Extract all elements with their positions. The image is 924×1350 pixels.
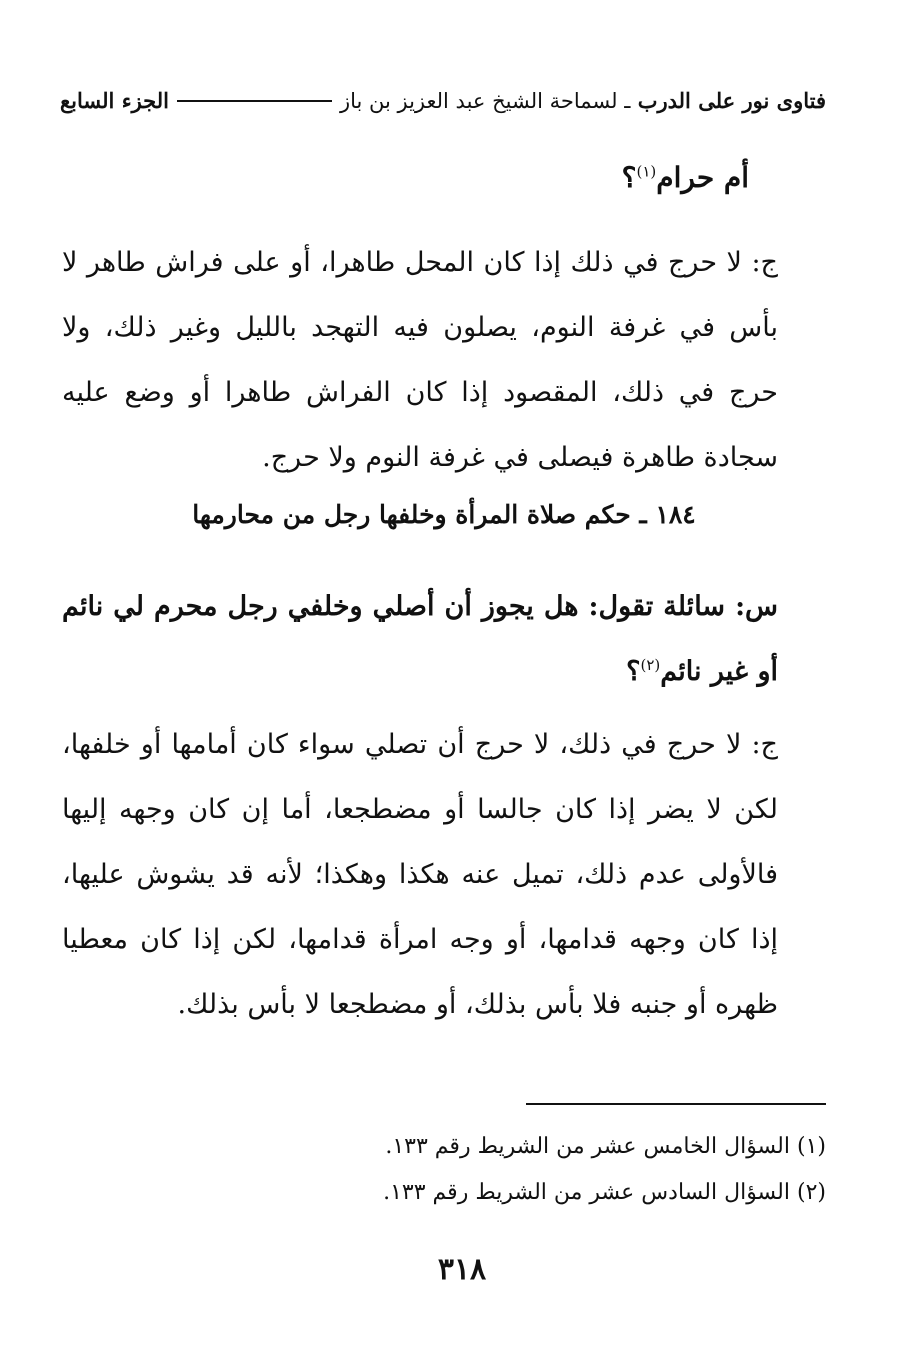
footnote-ref-1: (١)	[636, 162, 657, 181]
question-paragraph	[62, 574, 826, 704]
question-continuation	[622, 148, 749, 208]
question-text: س: سائلة تقول: هل يجوز أن أصلي وخلفي رجل محرم لي نائم أو غير نائم	[62, 591, 778, 687]
footnote-separator	[526, 1103, 826, 1105]
page-number: ٣١٨	[437, 1252, 487, 1287]
running-header	[60, 88, 826, 113]
footnotes	[62, 1124, 826, 1216]
header-rule	[177, 100, 332, 102]
footnote-ref-2: (٢)	[640, 656, 661, 674]
section-heading: ١٨٤ ـ حكم صلاة المرأة وخلفها رجل من محارمها	[192, 500, 696, 529]
footnote-2: (٢) السؤال السادس عشر من الشريط رقم ١٣٣.	[383, 1180, 826, 1205]
header-book-title: فتاوى نور على الدرب	[637, 88, 826, 113]
answer-1-text: ج: لا حرج في ذلك إذا كان المحل طاهرا، أو على فراش طاهر لا بأس في غرفة النوم، يصلون فيه التهجد بالليل وغير ذلك، ولا حرج في ذلك، المقصود إذا كان الفراش طاهرا أو وضع عليه سجادة طاهرة فيصلى في غرفة النوم ولا حرج.	[62, 247, 778, 473]
header-author: ـ لسماحة الشيخ عبد العزيز بن باز	[339, 89, 631, 113]
header-volume: الجزء السابع	[60, 88, 169, 113]
continuation-text: أم حرام	[656, 161, 749, 194]
question-end: ؟	[626, 656, 641, 687]
answer-paragraph-2	[62, 712, 826, 1037]
answer-paragraph-1	[62, 230, 826, 490]
header-book-info	[340, 88, 826, 113]
continuation-end: ؟	[621, 161, 637, 194]
footnote-1: (١) السؤال الخامس عشر من الشريط رقم ١٣٣.	[385, 1134, 826, 1159]
answer-2-text: ج: لا حرج في ذلك، لا حرج أن تصلي سواء كان أمامها أو خلفها، لكن لا يضر إذا كان جالسا أو مضطجعا، أما إن كان وجهه إليها فالأولى عدم ذلك، تميل عنه هكذا وهكذا؛ لأنه قد يشوش عليها، إذا كان وجهه قدامها، أو وجه امرأة قدامها، لكن إذا كان معطيا ظهره أو جنبه فلا بأس بذلك، أو مضطجعا لا بأس بذلك.	[62, 729, 778, 1020]
